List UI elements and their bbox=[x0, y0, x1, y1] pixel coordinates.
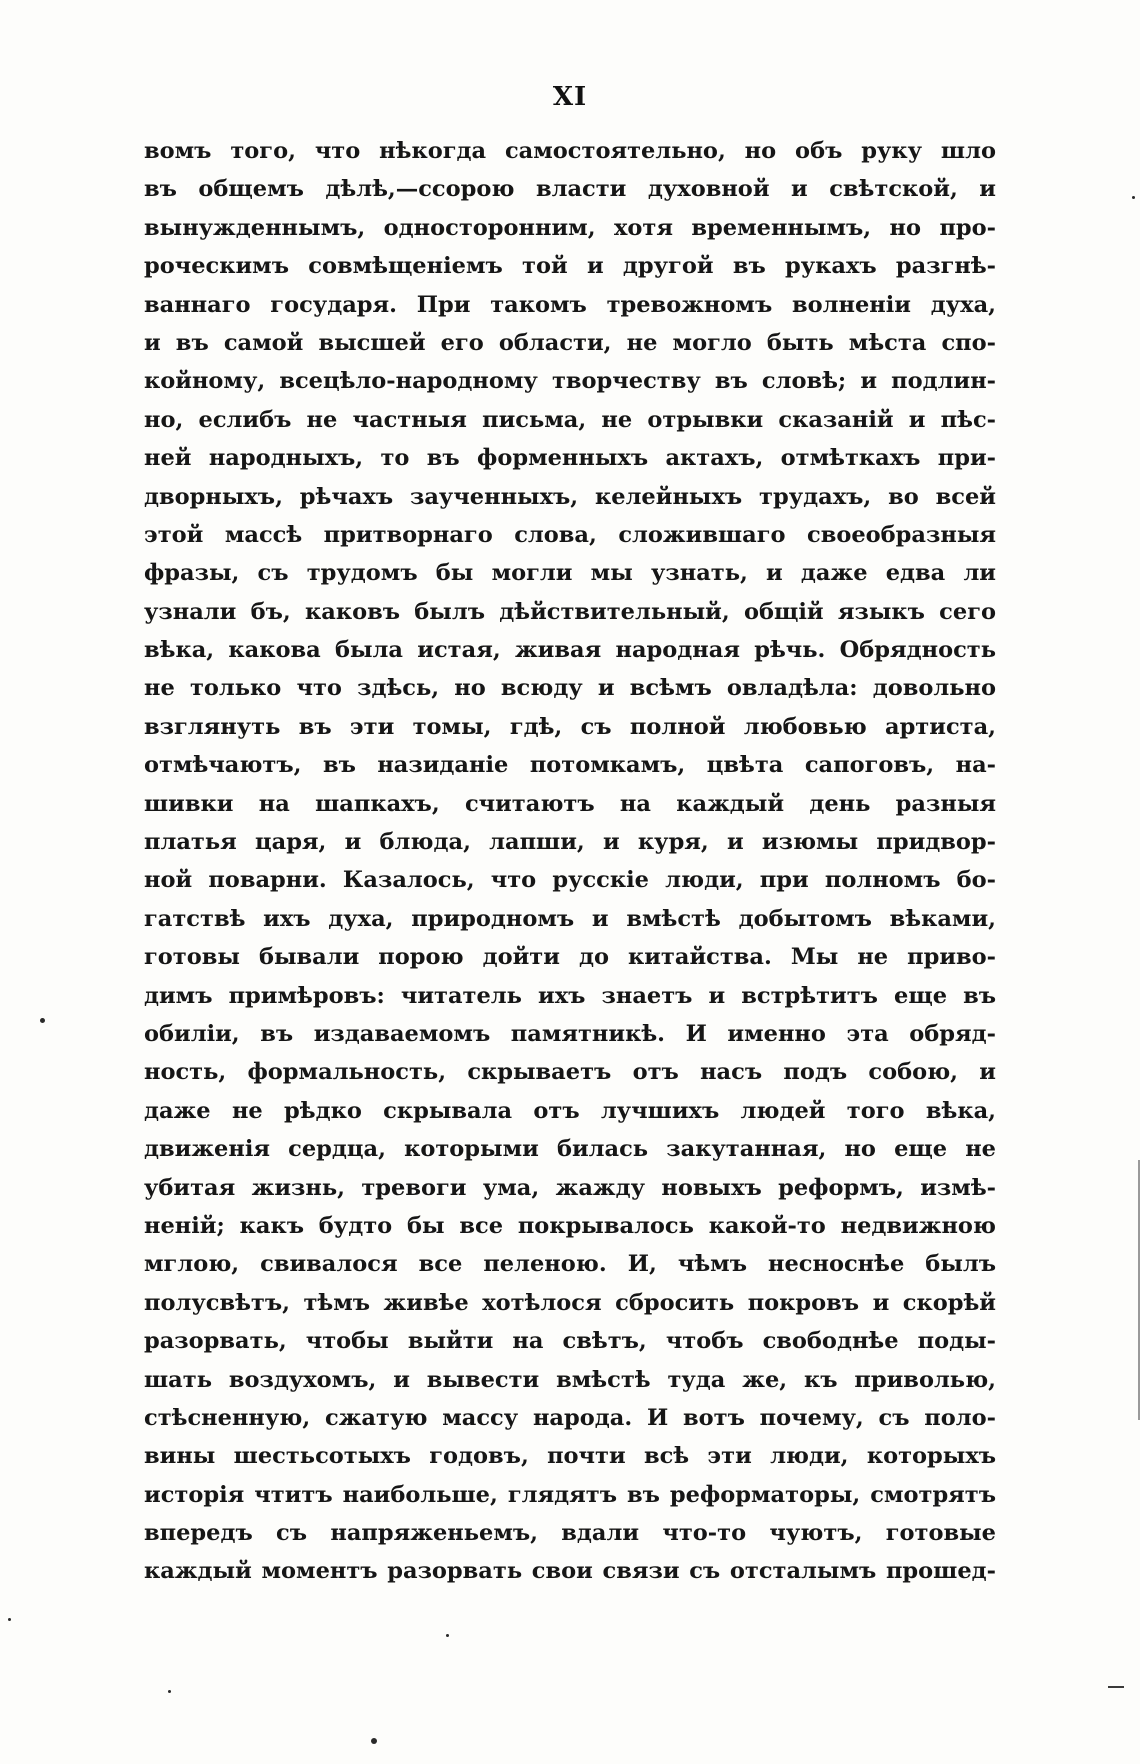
text-line: ваннаго государя. При такомъ тревожномъ волненіи духа, bbox=[144, 291, 996, 318]
text-line: въ общемъ дѣлѣ,—ссорою власти духовной и свѣтской, и bbox=[144, 176, 996, 203]
text-line: этой массѣ притворнаго слова, сложившаго своеобразныя bbox=[144, 521, 996, 548]
text-line: ней народныхъ, то въ форменныхъ актахъ, отмѣткахъ при- bbox=[144, 445, 996, 472]
text-line: взглянуть въ эти томы, гдѣ, съ полной любовью артиста, bbox=[144, 713, 996, 740]
scan-speck bbox=[371, 1738, 377, 1744]
text-line: каждый моментъ разорвать свои связи съ отсталымъ прошед- bbox=[144, 1558, 996, 1585]
scan-speck bbox=[8, 1618, 11, 1621]
text-line: ной поварни. Казалось, что русскіе люди, при полномъ бо- bbox=[144, 867, 996, 894]
text-line: и въ самой высшей его области, не могло быть мѣста спо- bbox=[144, 329, 996, 356]
text-line: ность, формальность, скрываетъ отъ насъ подъ собою, и bbox=[144, 1059, 996, 1086]
text-line: даже не рѣдко скрывала отъ лучшихъ людей того вѣка, bbox=[144, 1097, 996, 1124]
text-line: димъ примѣровъ: читатель ихъ знаетъ и встрѣтитъ еще въ bbox=[144, 982, 996, 1009]
text-line: вѣка, какова была истая, живая народная рѣчь. Обрядность bbox=[144, 637, 996, 664]
text-line: платья царя, и блюда, лапши, и куря, и изюмы придвор- bbox=[144, 829, 996, 856]
text-line: вины шестьсотыхъ годовъ, почти всѣ эти люди, которыхъ bbox=[144, 1443, 996, 1470]
scan-mark bbox=[1108, 1686, 1124, 1688]
text-line: отмѣчаютъ, въ назиданіе потомкамъ, цвѣта сапоговъ, на- bbox=[144, 752, 996, 779]
text-line: полусвѣтъ, тѣмъ живѣе хотѣлося сбросить покровъ и скорѣй bbox=[144, 1289, 996, 1316]
text-line: роческимъ совмѣщеніемъ той и другой въ рукахъ разгнѣ- bbox=[144, 253, 996, 280]
text-line: дворныхъ, рѣчахъ заученныхъ, келейныхъ трудахъ, во всей bbox=[144, 483, 996, 510]
text-line: но, еслибъ не частныя письма, не отрывки сказаній и пѣс- bbox=[144, 406, 996, 433]
text-line: вынужденнымъ, односторонним, хотя временнымъ, но про- bbox=[144, 214, 996, 241]
text-line: впередъ съ напряженьемъ, вдали что-то чуютъ, готовые bbox=[144, 1520, 996, 1547]
page-number: XI bbox=[552, 82, 588, 112]
text-line: разорвать, чтобы выйти на свѣтъ, чтобъ свободнѣе поды- bbox=[144, 1328, 996, 1355]
text-line: движенія сердца, которыми билась закутанная, но еще не bbox=[144, 1136, 996, 1163]
text-line: стѣсненную, сжатую массу народа. И вотъ почему, съ поло- bbox=[144, 1404, 996, 1431]
scan-speck bbox=[1132, 196, 1135, 199]
text-line: неній; какъ будто бы все покрывалось какой-то недвижною bbox=[144, 1212, 996, 1239]
text-line: шать воздухомъ, и вывести вмѣстѣ туда же, къ приволью, bbox=[144, 1366, 996, 1393]
text-line: мглою, свивалося все пеленою. И, чѣмъ несноснѣе былъ bbox=[144, 1251, 996, 1278]
scan-speck bbox=[40, 1018, 45, 1023]
scan-speck bbox=[446, 1634, 449, 1637]
text-line: койному, всецѣло-народному творчеству въ словѣ; и подлин- bbox=[144, 368, 996, 395]
text-line: узнали бъ, каковъ былъ дѣйствительный, общій языкъ сего bbox=[144, 598, 996, 625]
text-line: фразы, съ трудомъ бы могли мы узнать, и даже едва ли bbox=[144, 560, 996, 587]
text-line: исторія чтитъ наибольше, глядятъ въ реформаторы, смотрятъ bbox=[144, 1481, 996, 1508]
text-line: обиліи, въ издаваемомъ памятникѣ. И именно эта обряд- bbox=[144, 1020, 996, 1047]
text-line: гатствѣ ихъ духа, природномъ и вмѣстѣ добытомъ вѣками, bbox=[144, 905, 996, 932]
text-line: убитая жизнь, тревоги ума, жажду новыхъ реформъ, измѣ- bbox=[144, 1174, 996, 1201]
text-line: вомъ того, что нѣкогда самостоятельно, но объ руку шло bbox=[144, 138, 996, 164]
text-line: шивки на шапкахъ, считаютъ на каждый день разныя bbox=[144, 790, 996, 817]
text-line: готовы бывали порою дойти до китайства. Мы не приво- bbox=[144, 944, 996, 971]
body-text bbox=[144, 132, 996, 1591]
scan-speck bbox=[168, 1690, 171, 1693]
text-line: не только что здѣсь, но всюду и всѣмъ овладѣла: довольно bbox=[144, 675, 996, 702]
